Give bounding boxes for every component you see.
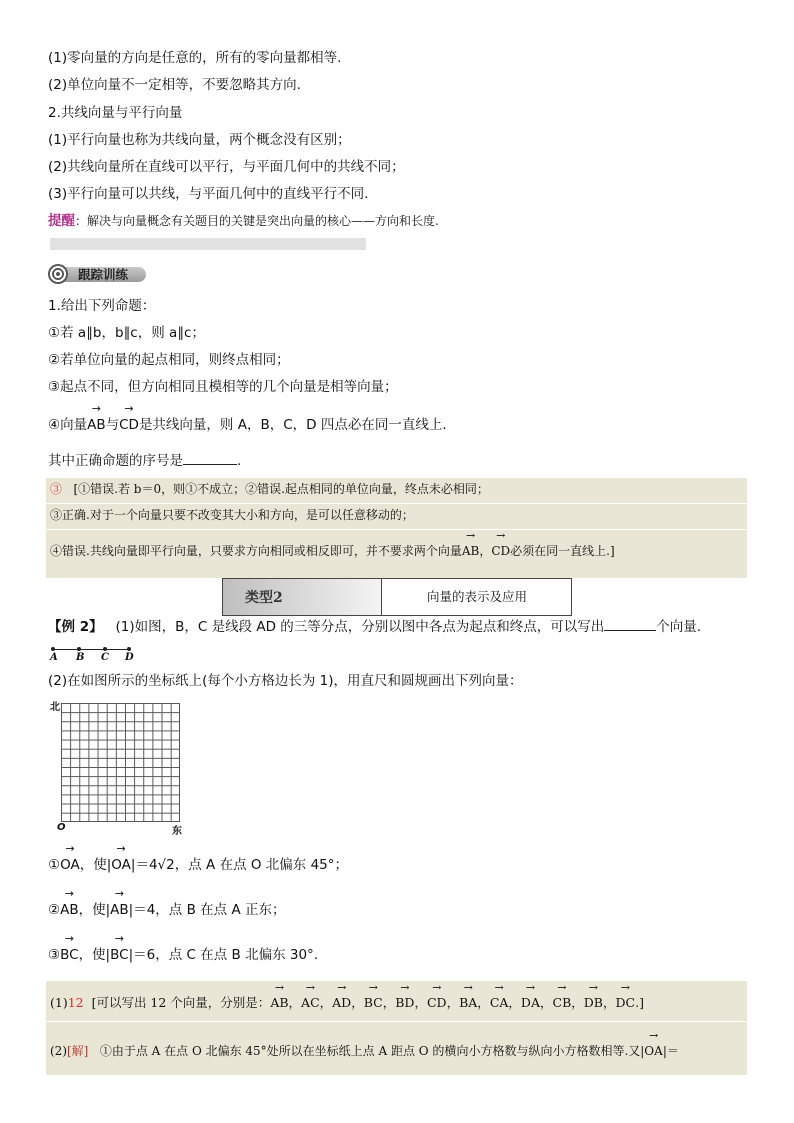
- vector-item: → CA: [490, 995, 509, 1011]
- note-unit-vector: (2)单位向量不一定相等，不要忽略其方向.: [48, 77, 301, 93]
- vector-item: → DA: [521, 995, 540, 1011]
- type-title: 向量的表示及应用: [381, 579, 572, 615]
- ex2-part1: 【例 2】 (1)如图，B，C 是线段 AD 的三等分点，分别以图中各点为起点和终点，可以写出 个向量.: [48, 619, 702, 635]
- vector-ab: → AB: [462, 543, 479, 559]
- heading-collinear: 2.共线向量与平行向量: [48, 105, 183, 121]
- vector-task-3: ③→ BC，使|→ BC|＝6，点 C 在点 B 北偏东 30°.: [48, 946, 318, 964]
- divider-bar: [50, 238, 366, 250]
- answer-blank: [183, 452, 237, 465]
- point-a: A: [50, 652, 58, 663]
- point-c: C: [101, 652, 109, 663]
- note-zero-vector: (1)零向量的方向是任意的，所有的零向量都相等.: [48, 50, 342, 66]
- vector-item: → BD: [395, 995, 414, 1011]
- point-3: (3)平行向量可以共线，与平面几何中的直线平行不同.: [48, 186, 369, 202]
- q1-item-4: ④向量→ AB与→ CD是共线向量，则 A，B，C，D 四点必在同一直线上.: [48, 416, 447, 434]
- ex2-part2: (2)在如图所示的坐标纸上(每个小方格边长为 1)，用直尺和圆规画出下列向量：: [48, 673, 523, 689]
- vector-item: → AB: [270, 995, 288, 1011]
- vector-task-1: ①→ OA，使|→ OA|＝4√2，点 A 在点 O 北偏东 45°；: [48, 856, 348, 874]
- vector-item: → DC: [616, 995, 636, 1011]
- target-icon: [48, 264, 68, 284]
- vector-cd: → CD: [119, 416, 139, 434]
- vector-item: → AD: [332, 995, 351, 1011]
- segment-ad: [50, 646, 132, 666]
- ans1-number: ③: [50, 482, 63, 496]
- point-1: (1)平行向量也称为共线向量，两个概念没有区别；: [48, 132, 351, 148]
- point-2: (2)共线向量所在直线可以平行，与平面几何中的共线不同；: [48, 159, 405, 175]
- tip: [48, 212, 439, 230]
- answer-box-1: [46, 478, 747, 578]
- vector-list: → AB，→ AC，→ AD，→ BC，→ BD，→ CD，→ BA，→ CA，→ DA，→ CB，→ DB，→ DC: [270, 995, 635, 1010]
- q1-ask: 其中正确命题的序号是 .: [48, 453, 242, 469]
- coordinate-grid: [61, 703, 180, 822]
- q1-item-3: ③起点不同，但方向相同且模相等的几个向量是相等向量；: [48, 379, 398, 395]
- q1-item-2: ②若单位向量的起点相同，则终点相同；: [48, 352, 290, 368]
- vector-ab: → AB: [87, 416, 106, 434]
- vector-item: → CB: [553, 995, 572, 1011]
- answer-blank: [604, 618, 656, 631]
- vector-item: → BC: [364, 995, 383, 1011]
- point-d: D: [125, 652, 134, 663]
- section-title: 跟踪训练: [62, 267, 146, 282]
- ans2-row-2: (2)[解] ①由于点 A 在点 O 北偏东 45°处所以在坐标纸上点 A 距点 O 的横向小方格数与纵向小方格数相等.又|→ OA|＝: [50, 1043, 679, 1059]
- tip-text: ：解决与向量概念有关题目的关键是突出向量的核心——方向和长度.: [75, 214, 439, 228]
- vector-item: → AC: [301, 995, 320, 1011]
- vector-cd: → CD: [491, 543, 510, 559]
- q1-item-1: ①若 a∥b，b∥c，则 a∥c；: [48, 325, 205, 341]
- example-tag: 【例 2】: [48, 619, 103, 635]
- vector-item: → CD: [427, 995, 447, 1011]
- section-header: [48, 264, 148, 286]
- tip-label: 提醒: [48, 213, 75, 229]
- ans2-row-1: (1)12 [可以写出 12 个向量，分别是：→ AB，→ AC，→ AD，→ BC，→ BD，→ CD，→ BA，→ CA，→ DA，→ CB，→ DB，→ DC.]: [50, 995, 644, 1011]
- vector-item: → DB: [584, 995, 603, 1011]
- type-label: 类型2: [245, 590, 283, 606]
- solution-tag: [解]: [67, 1044, 89, 1058]
- vector-task-2: ②→ AB，使|→ AB|＝4，点 B 在点 A 正东；: [48, 901, 285, 919]
- type-header: [222, 578, 572, 616]
- ans1-row-3: ④错误.共线向量即平行向量，只要求方向相同或相反即可，并不要求两个向量→ AB，→ CD必须在同一直线上.]: [50, 543, 615, 559]
- grid-origin-label: O: [57, 822, 66, 833]
- answer-box-2: [46, 981, 747, 1075]
- vector-item: → BA: [459, 995, 477, 1011]
- ans1-row-2: ③正确.对于一个向量只要不改变其大小和方向，是可以任意移动的；: [50, 508, 414, 522]
- grid-north-label: 北: [50, 702, 60, 713]
- q1-stem: 1.给出下列命题：: [48, 298, 156, 314]
- ans2-value: 12: [67, 995, 84, 1010]
- ans1-row-1: ③ [①错误.若 b＝0，则①不成立；②错误.起点相同的单位向量，终点未必相同；: [50, 482, 489, 496]
- point-b: B: [76, 652, 85, 663]
- grid-east-label: 东: [172, 826, 182, 837]
